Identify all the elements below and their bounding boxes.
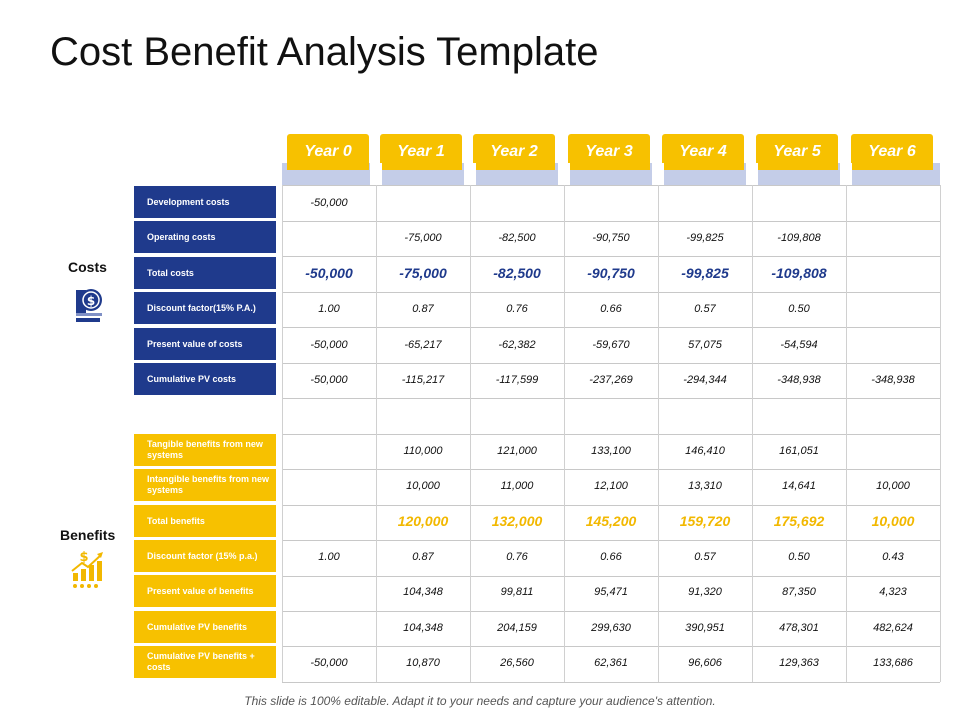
table-cell: -59,670 — [592, 339, 630, 351]
header-separator — [464, 163, 476, 185]
table-cell: 0.50 — [788, 303, 810, 315]
row-divider — [282, 576, 940, 577]
table-cell: -99,825 — [681, 265, 729, 281]
table-cell: 104,348 — [403, 586, 443, 598]
table-cell: -90,750 — [592, 232, 630, 244]
year-header-1: Year 1 — [380, 134, 462, 170]
year-header-0: Year 0 — [287, 134, 369, 170]
header-separator — [370, 163, 382, 185]
row-divider — [282, 682, 940, 683]
table-cell: -54,594 — [780, 339, 818, 351]
column-divider — [940, 185, 941, 682]
table-cell: -237,269 — [589, 374, 633, 386]
cost-row-label: Total costs — [134, 257, 276, 289]
benefit-row-label: Discount factor (15% p.a.) — [134, 540, 276, 572]
table-cell: -62,382 — [498, 339, 536, 351]
cost-row-label: Cumulative PV costs — [134, 363, 276, 395]
header-separator — [746, 163, 758, 185]
table-cell: 161,051 — [779, 445, 819, 457]
table-cell: 390,951 — [685, 622, 725, 634]
dollar-coins-icon — [74, 284, 106, 324]
table-cell: 10,000 — [406, 480, 440, 492]
table-cell: 14,641 — [782, 480, 816, 492]
year-header-4: Year 4 — [662, 134, 744, 170]
year-header-3: Year 3 — [568, 134, 650, 170]
table-cell: 26,560 — [500, 657, 534, 669]
table-cell: -50,000 — [310, 339, 348, 351]
table-cell: 95,471 — [594, 586, 628, 598]
benefit-row-label: Total benefits — [134, 505, 276, 537]
table-cell: 0.57 — [694, 551, 716, 563]
table-cell: 0.66 — [600, 551, 622, 563]
table-cell: 120,000 — [397, 513, 449, 529]
table-cell: 482,624 — [873, 622, 913, 634]
table-cell: -90,750 — [587, 265, 635, 281]
column-divider — [470, 185, 471, 682]
row-divider — [282, 646, 940, 647]
table-cell: -348,938 — [871, 374, 915, 386]
row-divider — [282, 221, 940, 222]
table-cell: 146,410 — [685, 445, 725, 457]
footer-note: This slide is 100% editable. Adapt it to your needs and capture your audience's attention. — [244, 694, 716, 708]
column-divider — [564, 185, 565, 682]
column-divider — [846, 185, 847, 682]
row-divider — [282, 540, 940, 541]
table-cell: -109,808 — [771, 265, 827, 281]
benefits-section-title: Benefits — [60, 527, 116, 543]
table-cell: 299,630 — [591, 622, 631, 634]
table-cell: -75,000 — [399, 265, 447, 281]
table-cell: 145,200 — [585, 513, 637, 529]
table-cell: 13,310 — [688, 480, 722, 492]
header-separator — [840, 163, 852, 185]
row-divider — [282, 185, 940, 186]
row-divider — [282, 434, 940, 435]
benefit-row-label: Intangible benefits from new systems — [134, 469, 276, 501]
table-cell: -99,825 — [686, 232, 724, 244]
table-cell: 0.57 — [694, 303, 716, 315]
table-cell: 96,606 — [688, 657, 722, 669]
table-cell: 0.87 — [412, 551, 434, 563]
row-divider — [282, 398, 940, 399]
benefit-row-label: Present value of benefits — [134, 575, 276, 607]
row-divider — [282, 505, 940, 506]
table-cell: -50,000 — [310, 197, 348, 209]
table-cell: 12,100 — [594, 480, 628, 492]
header-separator — [652, 163, 664, 185]
table-cell: 0.76 — [506, 303, 528, 315]
column-divider — [282, 185, 283, 682]
column-divider — [752, 185, 753, 682]
table-cell: -109,808 — [777, 232, 821, 244]
costs-section-title: Costs — [68, 259, 107, 275]
svg-text:$: $ — [86, 294, 96, 308]
table-cell: -294,344 — [683, 374, 727, 386]
cost-row-label: Discount factor(15% P.A.) — [134, 292, 276, 324]
table-cell: 91,320 — [688, 586, 722, 598]
table-cell: 62,361 — [594, 657, 628, 669]
table-cell: -50,000 — [310, 657, 348, 669]
table-cell: -65,217 — [404, 339, 442, 351]
table-cell: 11,000 — [500, 480, 534, 492]
table-cell: 132,000 — [491, 513, 543, 529]
table-cell: 110,000 — [403, 445, 443, 457]
table-cell: 478,301 — [779, 622, 819, 634]
column-divider — [376, 185, 377, 682]
table-cell: 133,686 — [873, 657, 913, 669]
header-separator — [558, 163, 570, 185]
table-cell: 1.00 — [318, 551, 340, 563]
year-header-6: Year 6 — [851, 134, 933, 170]
table-cell: -82,500 — [493, 265, 541, 281]
table-cell: 10,000 — [876, 480, 910, 492]
table-cell: -115,217 — [401, 374, 445, 386]
table-cell: 87,350 — [782, 586, 816, 598]
page-title: Cost Benefit Analysis Template — [50, 30, 599, 74]
table-cell: 121,000 — [497, 445, 537, 457]
table-cell: 10,870 — [406, 657, 440, 669]
year-header-5: Year 5 — [756, 134, 838, 170]
row-divider — [282, 363, 940, 364]
table-cell: 1.00 — [318, 303, 340, 315]
table-cell: -50,000 — [305, 265, 353, 281]
table-cell: 0.87 — [412, 303, 434, 315]
benefit-row-label: Cumulative PV benefits + costs — [134, 646, 276, 678]
benefit-row-label: Cumulative PV benefits — [134, 611, 276, 643]
table-cell: 10,000 — [871, 513, 915, 529]
table-cell: -348,938 — [777, 374, 821, 386]
table-cell: 0.43 — [882, 551, 904, 563]
row-divider — [282, 256, 940, 257]
svg-text:$: $ — [79, 550, 89, 565]
table-cell: 175,692 — [773, 513, 825, 529]
table-cell: 4,323 — [879, 586, 907, 598]
table-cell: 57,075 — [688, 339, 722, 351]
table-cell: 104,348 — [403, 622, 443, 634]
table-cell: -117,599 — [495, 374, 539, 386]
table-cell: 133,100 — [591, 445, 631, 457]
table-cell: 0.76 — [506, 551, 528, 563]
row-divider — [282, 611, 940, 612]
table-cell: 204,159 — [497, 622, 537, 634]
table-cell: -75,000 — [404, 232, 442, 244]
table-cell: 159,720 — [679, 513, 731, 529]
table-cell: 0.66 — [600, 303, 622, 315]
table-cell: -50,000 — [310, 374, 348, 386]
row-divider — [282, 292, 940, 293]
cost-row-label: Operating costs — [134, 221, 276, 253]
benefit-row-label: Tangible benefits from new systems — [134, 434, 276, 466]
cost-row-label: Present value of costs — [134, 328, 276, 360]
year-header-2: Year 2 — [473, 134, 555, 170]
cost-row-label: Development costs — [134, 186, 276, 218]
growth-chart-icon — [70, 549, 106, 589]
row-divider — [282, 469, 940, 470]
table-cell: 99,811 — [500, 586, 534, 598]
row-divider — [282, 327, 940, 328]
table-cell: 0.50 — [788, 551, 810, 563]
table-cell: -82,500 — [498, 232, 536, 244]
column-divider — [658, 185, 659, 682]
table-cell: 129,363 — [779, 657, 819, 669]
